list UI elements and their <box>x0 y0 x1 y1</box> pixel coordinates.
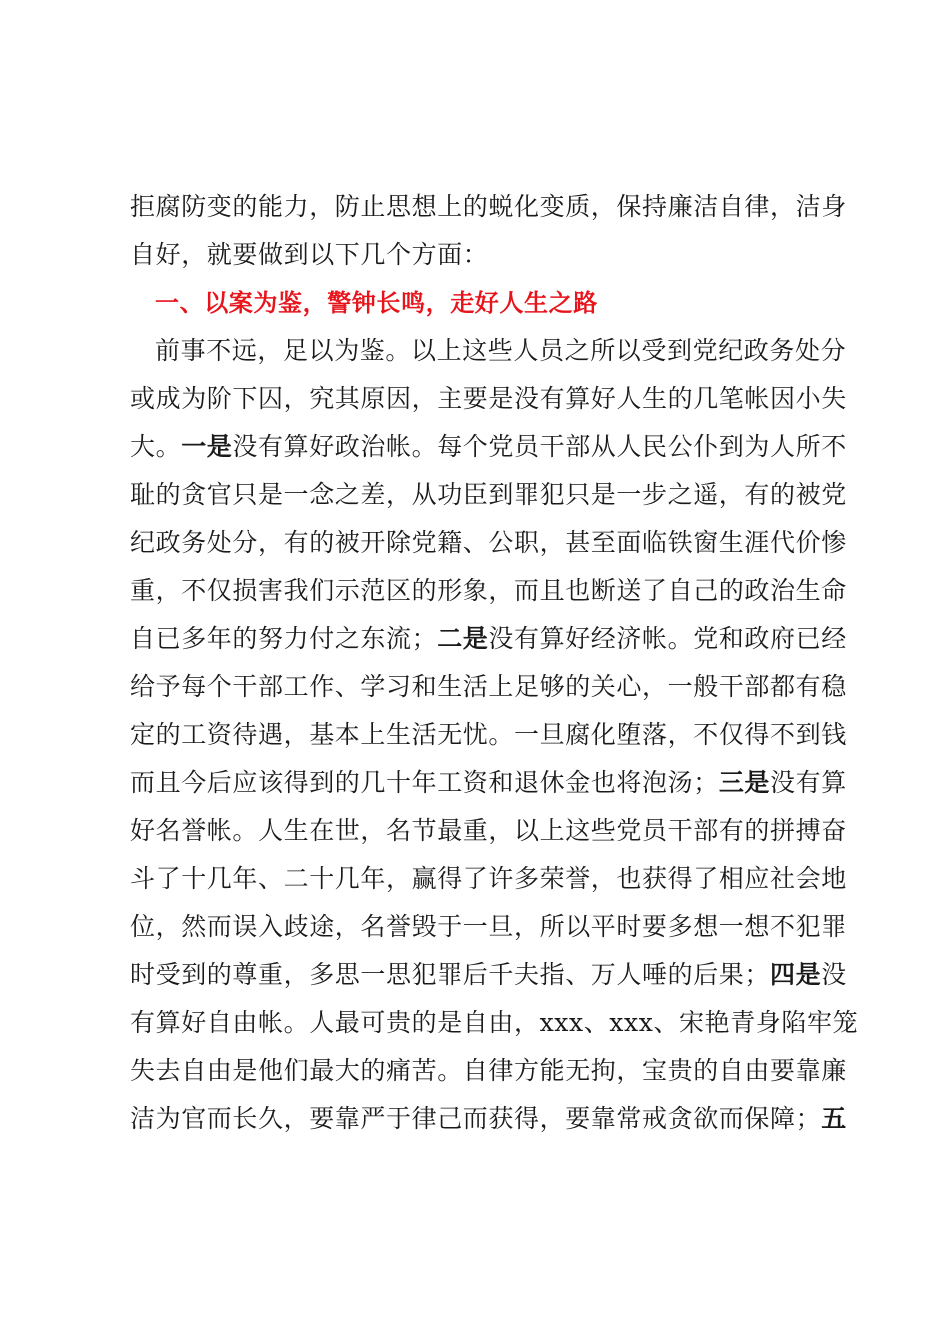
paragraph-line-13: 位，然而误入歧途，名誉毁于一旦，所以平时要多想一想不犯罪 <box>130 912 847 941</box>
paragraph-line-7 <box>130 615 850 663</box>
paragraph-line-3 <box>130 423 850 471</box>
paragraph-line-10 <box>130 759 850 807</box>
document-body <box>130 183 859 1143</box>
paragraph-line-12: 斗了十几年、二十几年，赢得了许多荣誉，也获得了相应社会地 <box>130 864 847 893</box>
text-run: 没有算好政治帐。每个党员干部从人民公仆到为人所不 <box>232 432 847 461</box>
bold-marker-first: 一是 <box>181 432 233 461</box>
text-run: 大。 <box>130 432 182 461</box>
paragraph-line-14 <box>130 951 850 999</box>
paragraph-line-16: 失去自由是他们最大的痛苦。自律方能无拘，宝贵的自由要靠廉 <box>130 1056 847 1085</box>
paragraph-line-15: 有算好自由帐。人最可贵的是自由，xxx、xxx、宋艳青身陷牢笼 <box>130 1008 859 1037</box>
bold-marker-third: 三是 <box>718 768 771 797</box>
paragraph-line-2: 或成为阶下囚，究其原因，主要是没有算好人生的几笔帐因小失 <box>130 384 847 413</box>
text-run: 洁为官而长久，要靠严于律己而获得，要靠常戒贪欲而保障； <box>130 1104 822 1133</box>
bold-marker-fourth: 四是 <box>770 960 822 989</box>
paragraph-line-11: 好名誉帐。人生在世，名节最重，以上这些党员干部有的拼搏奋 <box>130 816 847 845</box>
text-run: 时受到的尊重，多思一思犯罪后千夫指、万人唾的后果； <box>130 960 771 989</box>
bold-marker-fifth: 五 <box>821 1104 847 1133</box>
bold-marker-second: 二是 <box>437 624 489 653</box>
paragraph-line-8: 给予每个干部工作、学习和生活上足够的关心，一般干部都有稳 <box>130 672 847 701</box>
text-run: 没有算 <box>770 768 847 797</box>
paragraph-line-5: 纪政务处分，有的被开除党籍、公职，甚至面临铁窗生涯代价惨 <box>130 528 847 557</box>
text-run: 没 <box>821 960 847 989</box>
intro-line-1: 拒腐防变的能力，防止思想上的蜕化变质，保持廉洁自律，洁身 <box>130 192 847 221</box>
section-heading: 一、以案为鉴，警钟长鸣，走好人生之路 <box>155 289 598 317</box>
intro-line-2: 自好，就要做到以下几个方面： <box>130 240 489 269</box>
paragraph-line-4: 耻的贪官只是一念之差，从功臣到罪犯只是一步之遥，有的被党 <box>130 480 847 509</box>
text-run: 而且今后应该得到的几十年工资和退休金也将泡汤； <box>130 768 719 797</box>
text-run: 没有算好经济帐。党和政府已经 <box>488 624 847 653</box>
paragraph-line-1: 前事不远，足以为鉴。以上这些人员之所以受到党纪政务处分 <box>155 336 847 365</box>
paragraph-line-17 <box>130 1095 850 1143</box>
paragraph-line-6: 重，不仅损害我们示范区的形象，而且也断送了自己的政治生命 <box>130 576 847 605</box>
text-run: 自已多年的努力付之东流； <box>130 624 438 653</box>
paragraph-line-9: 定的工资待遇，基本上生活无忧。一旦腐化堕落，不仅得不到钱 <box>130 720 847 749</box>
